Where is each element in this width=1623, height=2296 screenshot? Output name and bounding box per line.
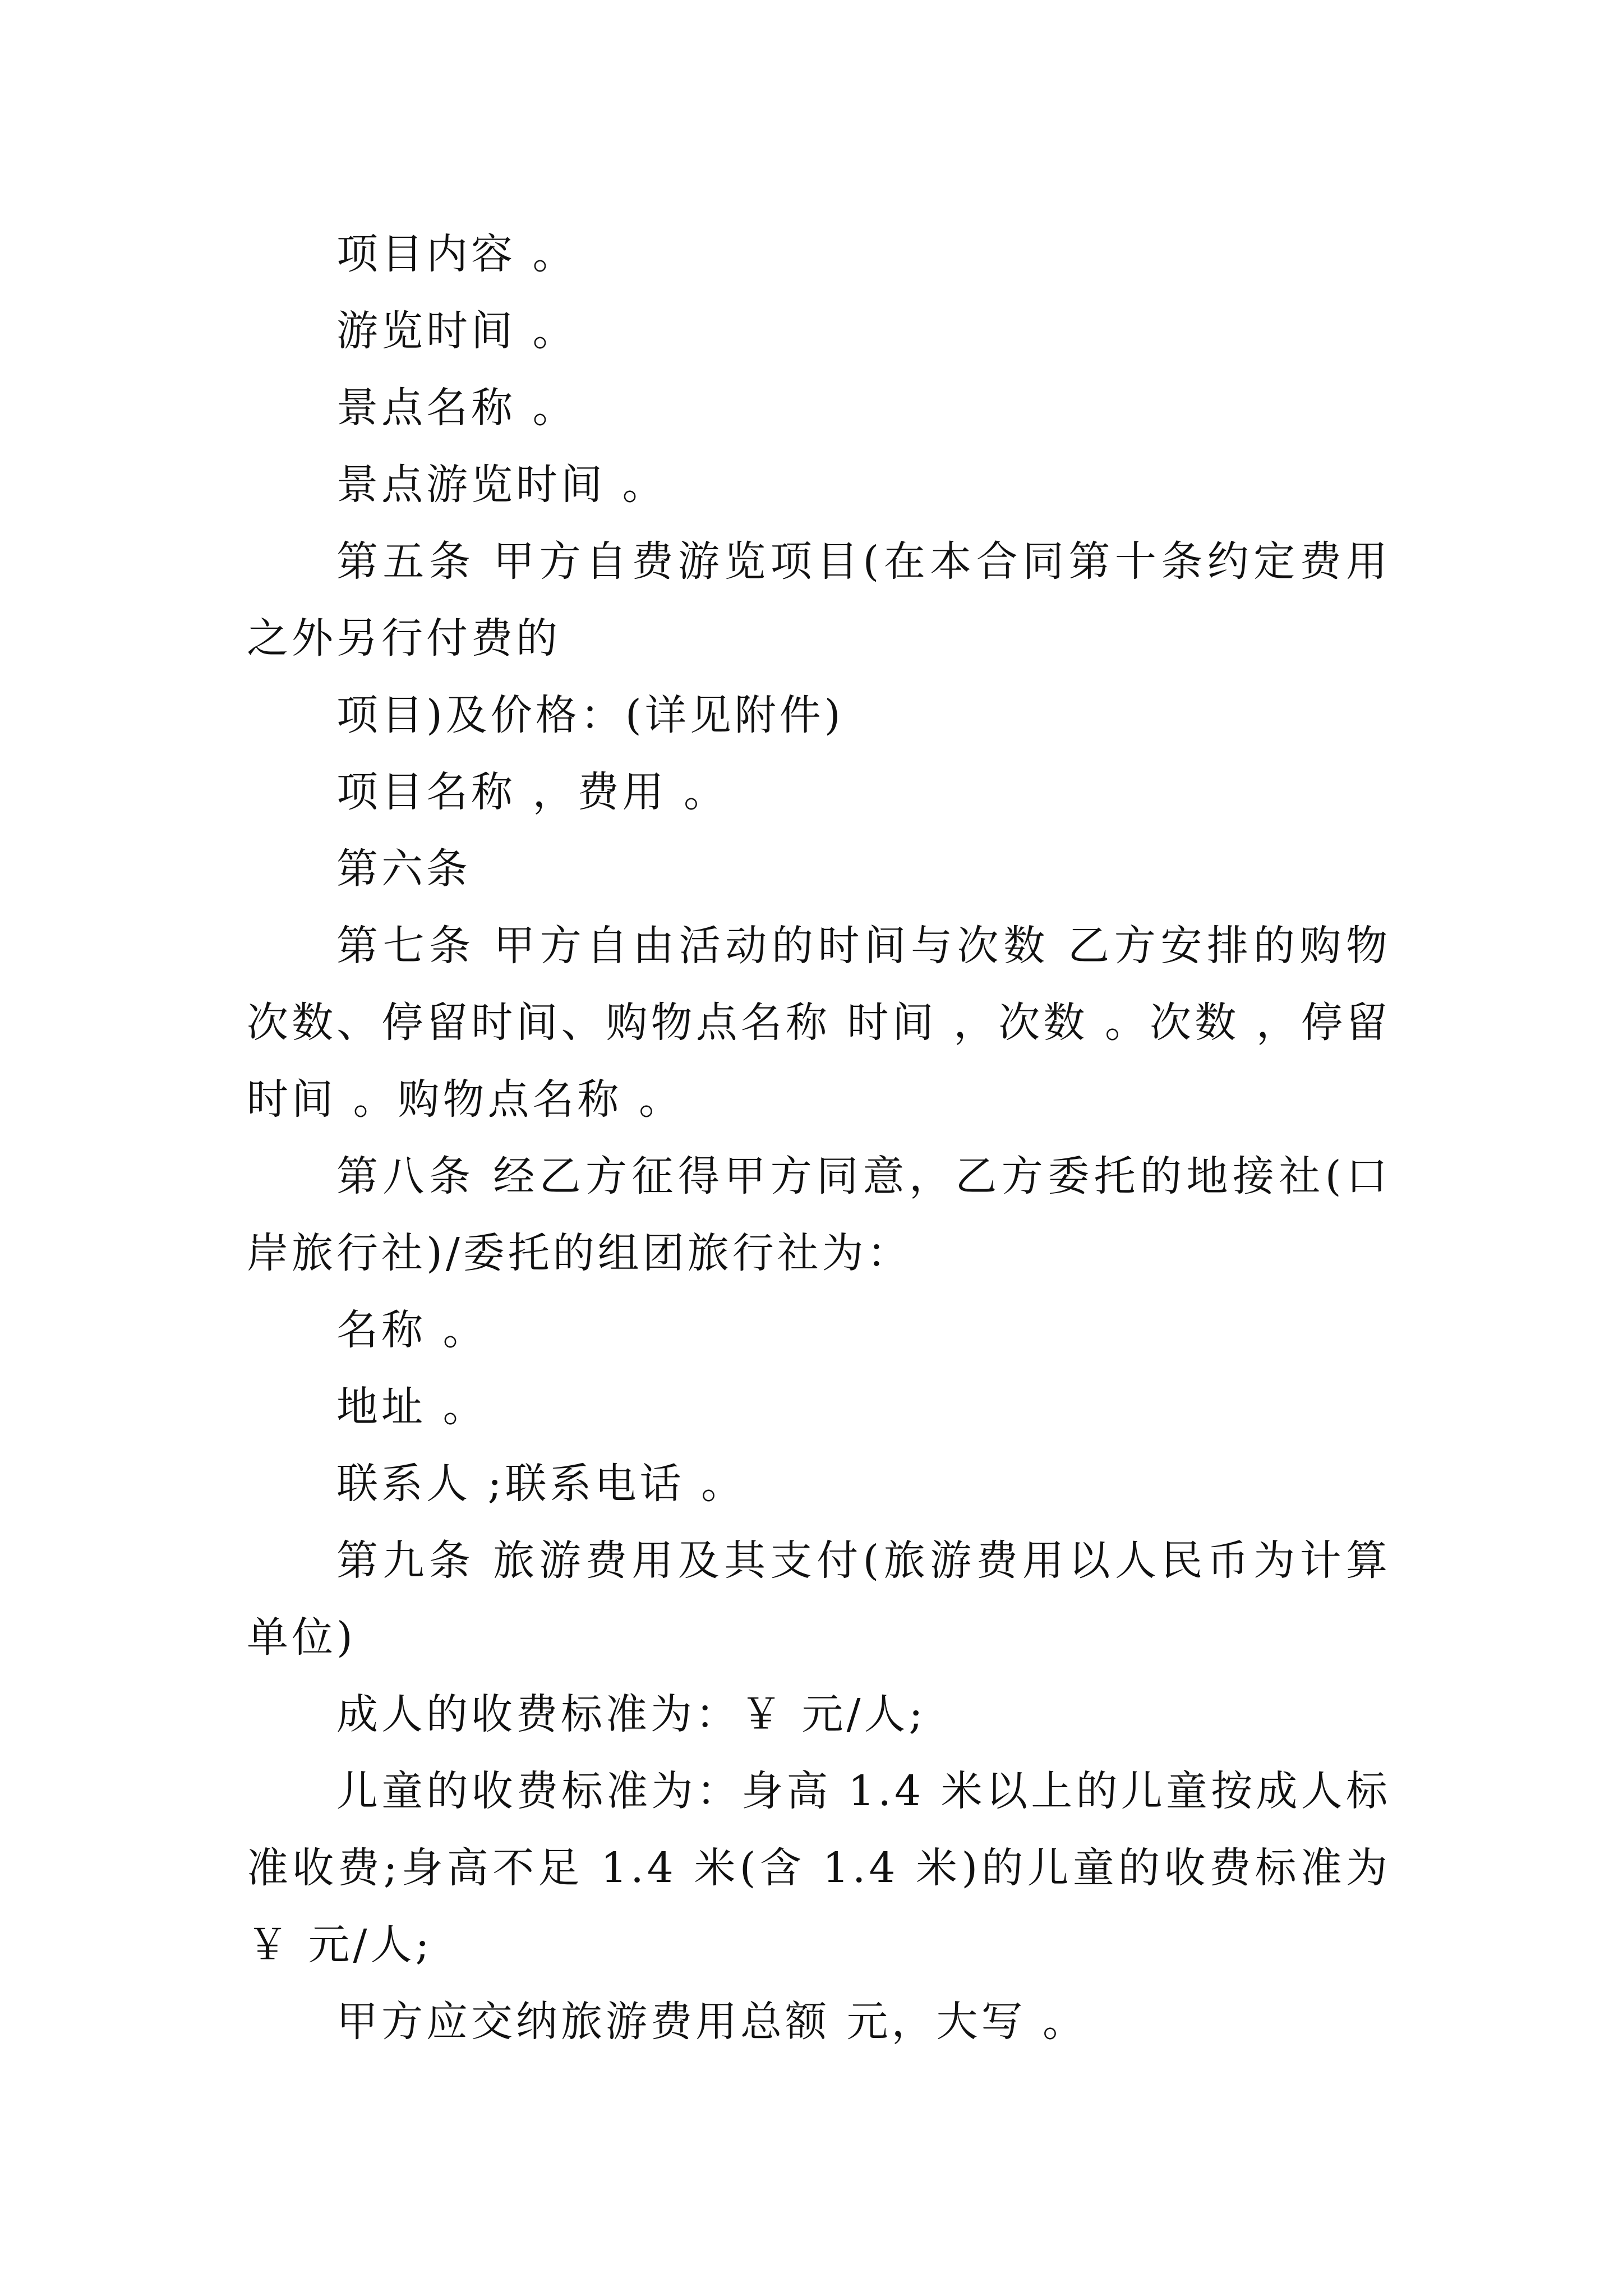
- paragraph-total-fee: 甲方应交纳旅游费用总额 元，大写 。: [336, 1998, 1088, 2046]
- paragraph-article-8: 第八条 经乙方征得甲方同意，乙方委托的地接社(口岸旅行社)/委托的组团旅行社为：: [247, 1152, 1391, 1277]
- paragraph-tour-time: 游览时间 。: [336, 307, 578, 355]
- paragraph-project-content: 项目内容 。: [336, 230, 578, 278]
- document-body: [247, 216, 1391, 2060]
- paragraph-scenic-name: 景点名称 。: [336, 384, 578, 432]
- paragraph-contact: 联系人 ;联系电话 。: [336, 1460, 746, 1508]
- paragraph-child-fee: 儿童的收费标准为：身高 1.4 米以上的儿童按成人标准收费;身高不足 1.4 米(含 1.4 米)的儿童的收费标准为￥ 元/人;: [247, 1767, 1391, 1969]
- paragraph-article-6: 第六条: [336, 845, 471, 893]
- paragraph-scenic-tour-time: 景点游览时间 。: [336, 461, 667, 509]
- paragraph-article-5-price: 项目)及价格：(详见附件): [336, 691, 844, 739]
- paragraph-agency-name: 名称 。: [336, 1306, 488, 1354]
- paragraph-article-5: 第五条 甲方自费游览项目(在本合同第十条约定费用之外另行付费的: [247, 537, 1391, 662]
- paragraph-agency-address: 地址 。: [336, 1383, 488, 1431]
- paragraph-article-9: 第九条 旅游费用及其支付(旅游费用以人民币为计算单位): [247, 1536, 1391, 1662]
- paragraph-article-7: 第七条 甲方自由活动的时间与次数 乙方安排的购物次数、停留时间、购物点名称 时间 ，次数 。次数 ，停留时间 。购物点名称 。: [247, 922, 1391, 1124]
- paragraph-adult-fee: 成人的收费标准为：￥ 元/人;: [336, 1690, 926, 1738]
- paragraph-project-name-fee: 项目名称 ，费用 。: [336, 768, 729, 816]
